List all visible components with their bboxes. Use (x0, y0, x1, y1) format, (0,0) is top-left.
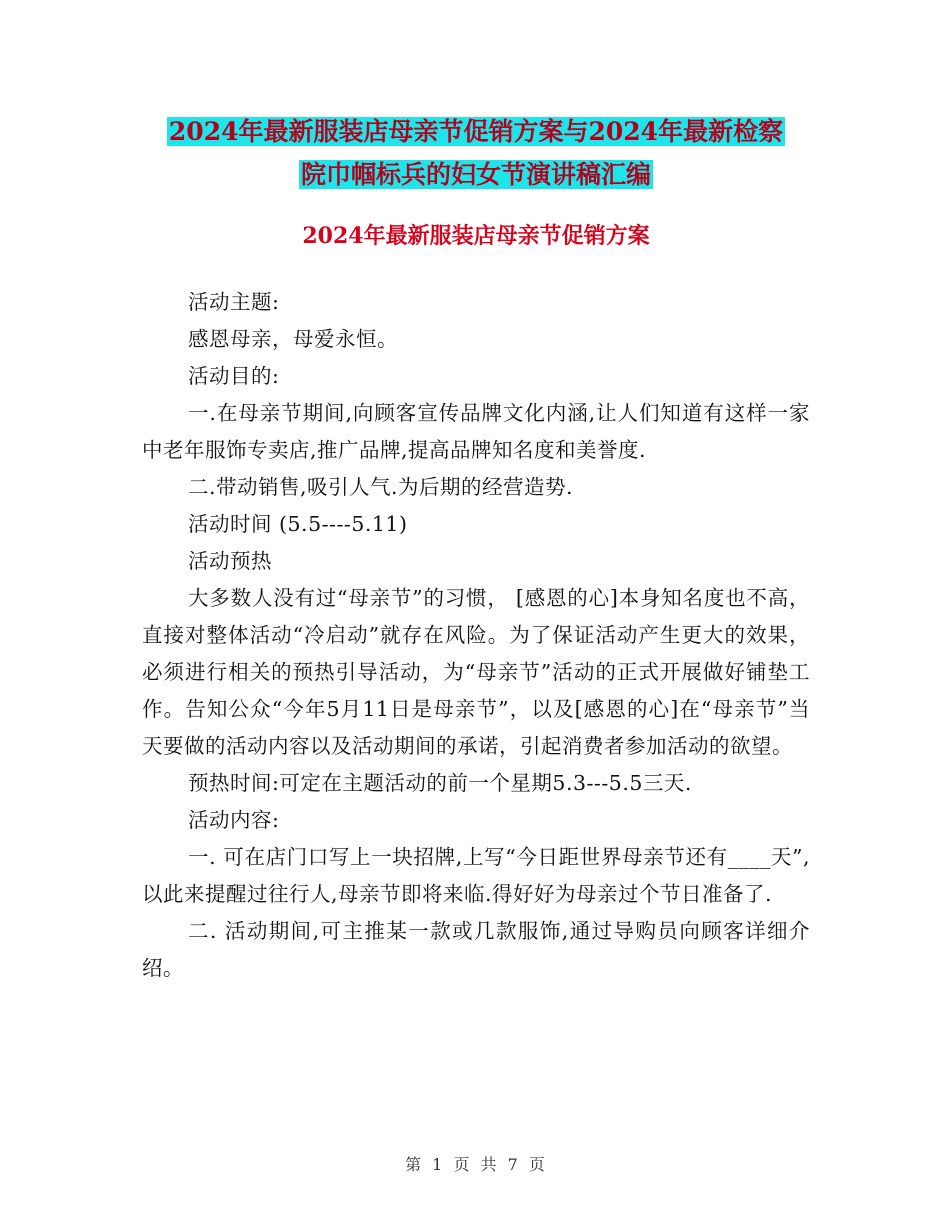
paragraph-warmup-label: 活动预热 (188, 549, 272, 573)
page-footer: 第 1 页 共 7 页 (405, 1155, 545, 1174)
paragraph-warmup: 大多数人没有过“母亲节”的习惯， [感恩的心]本身知名度也不高，直接对整体活动“冷启动”就存在风险。为了保证活动产生更大的效果，必须进行相关的预热引导活动，为“母亲节”活动的正式开展做好铺垫工作。告知公众“今年5月11日是母亲节”，以及[感恩的心]在“母亲节”当天要做的活动内容以及活动期间的承诺，引起消费者参加活动的欲望。 (142, 586, 810, 758)
document-title-line-2 (140, 155, 812, 195)
paragraph-content-label: 活动内容: (188, 808, 280, 832)
paragraph-content-1: 一. 可在店门口写上一块招牌,上写“今日距世界母亲节还有____天”,以此来提醒过往行人,母亲节即将来临.得好好为母亲过个节日准备了. (142, 845, 810, 906)
title-highlight-2: 院巾帼标兵的妇女节演讲稿汇编 (300, 160, 651, 189)
document-title-line-1 (140, 112, 812, 152)
title-highlight-1: 2024年最新服装店母亲节促销方案与2024年最新检察 (168, 117, 784, 146)
paragraph-content-2: 二. 活动期间,可主推某一款或几款服饰,通过导购员向顾客详细介绍。 (142, 919, 810, 980)
paragraph-time: 活动时间 (5.5----5.11) (188, 512, 408, 536)
paragraph-purpose-2: 二.带动销售,吸引人气.为后期的经营造势. (188, 475, 574, 499)
paragraph-theme-label: 活动主题: (188, 290, 280, 314)
document-body (142, 284, 810, 987)
paragraph-purpose-1: 一.在母亲节期间,向顾客宣传品牌文化内涵,让人们知道有这样一家中老年服饰专卖店,推广品牌,提高品牌知名度和美誉度. (142, 401, 810, 462)
paragraph-warmup-time: 预热时间:可定在主题活动的前一个星期5.3---5.5三天. (188, 771, 692, 795)
section-title: 2024年最新服装店母亲节促销方案 (302, 223, 650, 249)
paragraph-purpose-label: 活动目的: (188, 364, 280, 388)
paragraph-theme: 感恩母亲，母爱永恒。 (188, 327, 398, 351)
